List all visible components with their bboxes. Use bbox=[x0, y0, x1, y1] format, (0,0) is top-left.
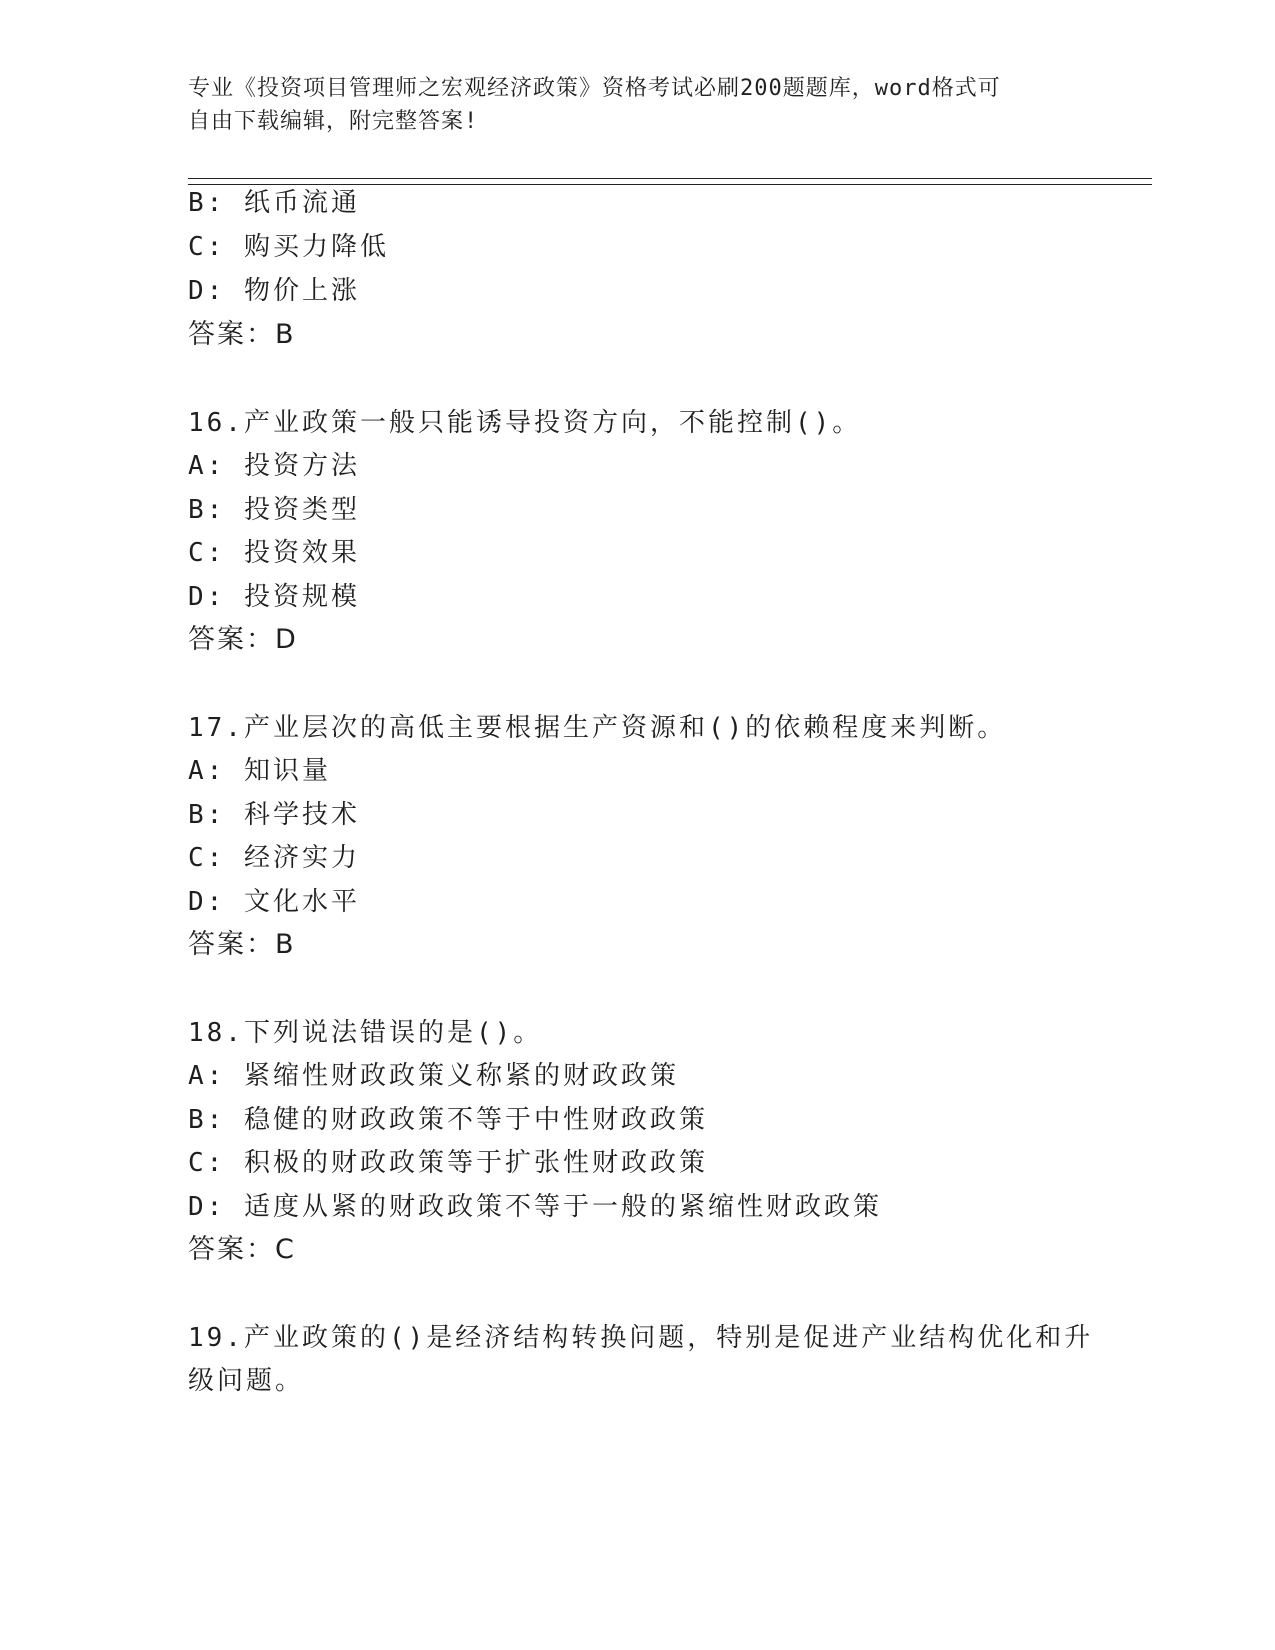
question-stem-line-2: 级问题。 bbox=[188, 1366, 305, 1396]
option-a: A: 知识量 bbox=[188, 756, 331, 786]
answer-label: 答案： bbox=[188, 319, 275, 350]
header-title-line-2: 自由下载编辑，附完整答案! bbox=[188, 109, 479, 134]
question-stem: 16.产业政策一般只能诱导投资方向，不能控制()。 bbox=[188, 408, 862, 438]
option-c: C: 购买力降低 bbox=[188, 232, 389, 262]
option-b: B: 纸币流通 bbox=[188, 188, 360, 218]
page-header bbox=[188, 72, 1088, 138]
answer-label: 答案： bbox=[188, 929, 275, 960]
option-c: C: 经济实力 bbox=[188, 843, 360, 873]
question-stem: 18.下列说法错误的是()。 bbox=[188, 1018, 543, 1048]
header-title-line-1: 专业《投资项目管理师之宏观经济政策》资格考试必刷200题题库，word格式可 bbox=[188, 76, 1001, 101]
option-d: D: 文化水平 bbox=[188, 887, 360, 917]
answer-value: C bbox=[275, 1234, 295, 1265]
answer-value: D bbox=[275, 624, 297, 655]
option-d: D: 投资规模 bbox=[188, 582, 360, 612]
answer-label: 答案： bbox=[188, 1234, 275, 1265]
answer-line bbox=[188, 928, 295, 962]
option-a: A: 投资方法 bbox=[188, 451, 360, 481]
answer-label: 答案： bbox=[188, 624, 275, 655]
option-d: D: 物价上涨 bbox=[188, 276, 360, 306]
option-b: B: 稳健的财政政策不等于中性财政政策 bbox=[188, 1105, 708, 1135]
answer-value: B bbox=[275, 929, 295, 960]
option-c: C: 投资效果 bbox=[188, 538, 360, 568]
answer-line bbox=[188, 318, 295, 352]
option-a: A: 紧缩性财政政策义称紧的财政政策 bbox=[188, 1061, 679, 1091]
question-stem: 17.产业层次的高低主要根据生产资源和()的依赖程度来判断。 bbox=[188, 713, 1007, 743]
option-b: B: 科学技术 bbox=[188, 800, 360, 830]
answer-line bbox=[188, 1233, 295, 1267]
answer-line bbox=[188, 623, 297, 657]
answer-value: B bbox=[275, 319, 295, 350]
option-b: B: 投资类型 bbox=[188, 495, 360, 525]
option-c: C: 积极的财政政策等于扩张性财政政策 bbox=[188, 1148, 708, 1178]
question-stem-line-1: 19.产业政策的()是经济结构转换问题，特别是促进产业结构优化和升 bbox=[188, 1323, 1094, 1353]
option-d: D: 适度从紧的财政政策不等于一般的紧缩性财政政策 bbox=[188, 1192, 882, 1222]
header-divider bbox=[188, 178, 1152, 185]
